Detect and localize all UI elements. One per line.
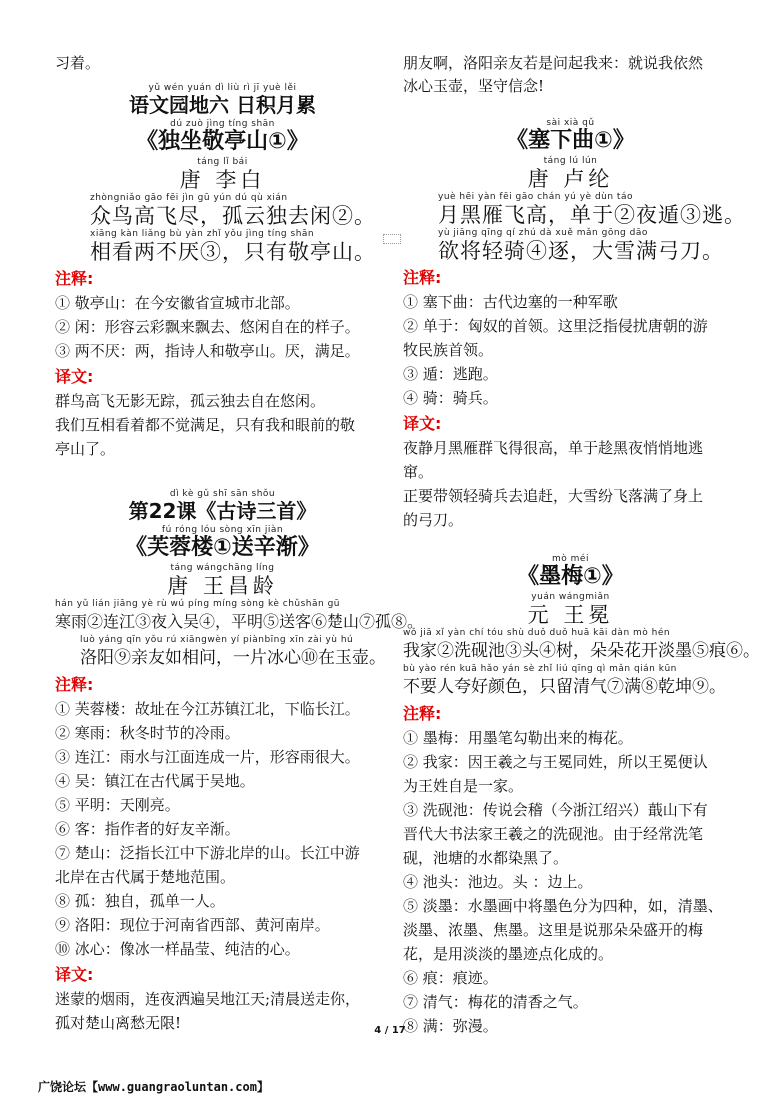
poem3-translation-line: 正要带领轻骑兵去追赶，大雪纷飞落满了身上 — [403, 487, 704, 505]
poem3-note: ③ 遁：逃跑。 — [403, 365, 498, 383]
poem4-note: ④ 池头：池边。头 ：边上。 — [403, 873, 593, 891]
poem1-note: ② 闲：形容云彩飘来飘去、悠闲自在的样子。 — [55, 318, 360, 336]
poem3-translation-line: 的弓刀。 — [403, 511, 464, 529]
poem2-note: ⑥ 客：指作者的好友辛渐。 — [55, 820, 240, 838]
poem4-note: 淡墨、浓墨、焦墨。这里是说那朵朵盛开的梅 — [403, 921, 704, 939]
page-marker — [383, 234, 401, 244]
poem2-note: ⑩ 冰心：像冰一样晶莹、纯洁的心。 — [55, 940, 300, 958]
poem3-verse2: 欲将轻骑④逐，大雪满弓刀。 — [438, 239, 724, 263]
poem3-note: ① 塞下曲：古代边塞的一种军歌 — [403, 293, 618, 311]
poem3-verse1: 月黑雁飞高，单于②夜遁③逃。 — [438, 203, 746, 227]
poem2-translation-line: 迷蒙的烟雨，连夜洒遍吴地江天;清晨送走你， — [55, 990, 361, 1008]
poem3-title: 《塞下曲①》 — [506, 128, 635, 153]
poem4-note: 为王姓自是一家。 — [403, 777, 524, 795]
poem2-title-pinyin: fú róng lóu sòng xīn jiàn — [161, 525, 284, 535]
poem2-note: ② 寒雨：秋冬时节的冷雨。 — [55, 724, 240, 742]
poem2-verse1-pinyin: hán yǔ lián jiāng yè rù wú píng míng sòng kè chǔshān gū — [55, 599, 341, 609]
poem1-note: ③ 两不厌：两，指诗人和敬亭山。厌，满足。 — [55, 342, 360, 360]
poem4-note: ⑦ 清气：梅花的清香之气。 — [403, 993, 588, 1011]
poem3-translation-line: 窜。 — [403, 463, 434, 481]
poem1-verse1-pinyin: zhòngniǎo gāo fēi jìn gū yún dú qù xián — [90, 193, 288, 203]
section6-title: 语文园地六 日积月累 — [129, 93, 316, 117]
footer-site-name: 广饶论坛 — [38, 1080, 87, 1094]
poem1-verse1: 众鸟高飞尽，孤云独去闲②。 — [90, 204, 376, 228]
poem3-translation-label: 译文: — [403, 414, 442, 433]
page-number: 4 / 17 — [374, 1025, 406, 1036]
poem2-note: ⑧ 孤：独自，孤单一人。 — [55, 892, 225, 910]
poem1-title: 《独坐敬亭山①》 — [136, 129, 309, 154]
intro-text: 习着。 — [55, 54, 101, 72]
poem2-verse2: 洛阳⑨亲友如相问，一片冰心⑩在玉壶。 — [80, 648, 386, 668]
poem3-translation-line: 夜静月黑雁群飞得很高，单于趁黑夜悄悄地逃 — [403, 439, 704, 457]
poem1-title-pinyin: dú zuò jìng tíng shān — [170, 119, 275, 129]
poem4-note: 砚，池塘的水都染黑了。 — [403, 849, 569, 867]
poem4-verse2: 不要人夸好颜色，只留清气⑦满⑧乾坤⑨。 — [403, 677, 726, 697]
section6-pinyin: yǔ wén yuán dì liù rì jī yuè lěi — [148, 83, 297, 93]
poem3-note: ④ 骑：骑兵。 — [403, 389, 498, 407]
poem3-author-pinyin: táng lú lún — [543, 156, 598, 166]
lesson22-title: 第22课《古诗三首》 — [128, 499, 317, 523]
poem4-note: ⑥ 痕：痕迹。 — [403, 969, 498, 987]
poem4-title-pinyin: mò méi — [552, 554, 589, 564]
poem2-notes-label: 注释: — [55, 675, 94, 694]
poem3-note: 牧民族首领。 — [403, 341, 494, 359]
poem1-author-pinyin: táng lǐ bái — [197, 157, 248, 167]
poem2-verse1: 寒雨②连江③夜入吴④，平明⑤送客⑥楚山⑦孤⑧。 — [55, 612, 424, 631]
poem4-note: ② 我家：因王羲之与王冕同姓，所以王冕便认 — [403, 753, 708, 771]
poem2-translation-label: 译文: — [55, 965, 94, 984]
poem4-title: 《墨梅①》 — [517, 564, 624, 589]
poem2-note: ④ 吴：镇江在古代属于吴地。 — [55, 772, 255, 790]
poem4-author: 元 王冕 — [527, 603, 614, 627]
poem3-notes-label: 注释: — [403, 268, 442, 287]
continued-text: 冰心玉壶，坚守信念! — [403, 77, 545, 95]
poem4-note: 花，是用淡淡的墨迹点化成的。 — [403, 945, 614, 963]
poem4-verse1: 我家②洗砚池③头④树，朵朵花开淡墨⑤痕⑥。 — [403, 641, 760, 661]
poem4-note: ⑤ 淡墨：水墨画中将墨色分为四种，如，清墨、 — [403, 897, 723, 915]
poem2-author-pinyin: táng wángchāng líng — [170, 563, 275, 573]
continued-text: 朋友啊，洛阳亲友若是问起我来：就说我依然 — [403, 54, 704, 72]
lesson22-pinyin: dì kè gǔ shī sān shǒu — [169, 489, 276, 499]
poem4-note: 晋代大书法家王羲之的洗砚池。由于经常洗笔 — [403, 825, 704, 843]
poem4-verse2-pinyin: bù yào rén kuā hǎo yán sè zhǐ liú qīng qì mǎn qián kūn — [403, 664, 677, 674]
poem2-note: ⑦ 楚山：泛指长江中下游北岸的山。长江中游 — [55, 844, 360, 862]
poem2-note: ⑤ 平明：天刚亮。 — [55, 796, 180, 814]
poem1-translation-line: 亭山了。 — [55, 440, 116, 458]
poem2-note: ③ 连江：雨水与江面连成一片，形容雨很大。 — [55, 748, 360, 766]
footer-url[interactable]: 【www.guangraoluntan.com】 — [86, 1080, 269, 1094]
right-column — [403, 52, 760, 1038]
poem1-translation-line: 群鸟高飞无影无踪，孤云独去自在悠闲。 — [55, 392, 326, 410]
poem3-verse1-pinyin: yuè hēi yàn fēi gāo chán yú yè dùn táo — [438, 192, 633, 202]
poem3-verse2-pinyin: yù jiāng qīng qí zhú dà xuě mǎn gōng dāo — [438, 228, 648, 238]
poem1-translation-line: 我们互相看着都不觉满足，只有我和眼前的敬 — [55, 416, 356, 434]
poem3-title-pinyin: sài xià qǔ — [546, 118, 595, 128]
poem1-translation-label: 译文: — [55, 367, 94, 386]
poem4-note: ⑧ 满：弥漫。 — [403, 1017, 498, 1035]
footer — [38, 1078, 269, 1095]
poem1-author: 唐 李白 — [179, 168, 266, 192]
poem2-note: 北岸在古代属于楚地范围。 — [55, 868, 236, 886]
poem1-notes-label: 注释: — [55, 269, 94, 288]
poem4-notes-label: 注释: — [403, 704, 442, 723]
poem2-note: ① 芙蓉楼：故址在今江苏镇江北，下临长江。 — [55, 700, 360, 718]
poem1-verse2: 相看两不厌③，只有敬亭山。 — [90, 240, 376, 264]
poem4-note: ① 墨梅：用墨笔勾勒出来的梅花。 — [403, 729, 633, 747]
poem2-verse2-pinyin: luò yáng qīn yǒu rú xiāngwèn yí piànbīng xīn zài yù hú — [80, 635, 354, 645]
poem2-title: 《芙蓉楼①送辛渐》 — [125, 535, 320, 560]
poem4-note: ③ 洗砚池：传说会稽（今浙江绍兴）蕺山下有 — [403, 801, 708, 819]
poem1-note: ① 敬亭山：在今安徽省宣城市北部。 — [55, 294, 300, 312]
poem3-author: 唐 卢纶 — [527, 167, 614, 191]
poem2-translation-line: 孤对楚山离愁无限! — [55, 1014, 182, 1032]
poem4-verse1-pinyin: wǒ jiā xǐ yàn chí tóu shù duǒ duǒ huā kāi dàn mò hén — [403, 628, 671, 638]
poem2-note: ⑨ 洛阳：现位于河南省西部、黄河南岸。 — [55, 916, 330, 934]
poem1-verse2-pinyin: xiāng kàn liǎng bù yàn zhǐ yǒu jìng tíng shān — [90, 229, 315, 239]
poem3-note: ② 单于：匈奴的首领。这里泛指侵扰唐朝的游 — [403, 317, 708, 335]
poem4-author-pinyin: yuán wángmiǎn — [531, 592, 610, 602]
poem2-author: 唐 王昌龄 — [167, 574, 278, 598]
